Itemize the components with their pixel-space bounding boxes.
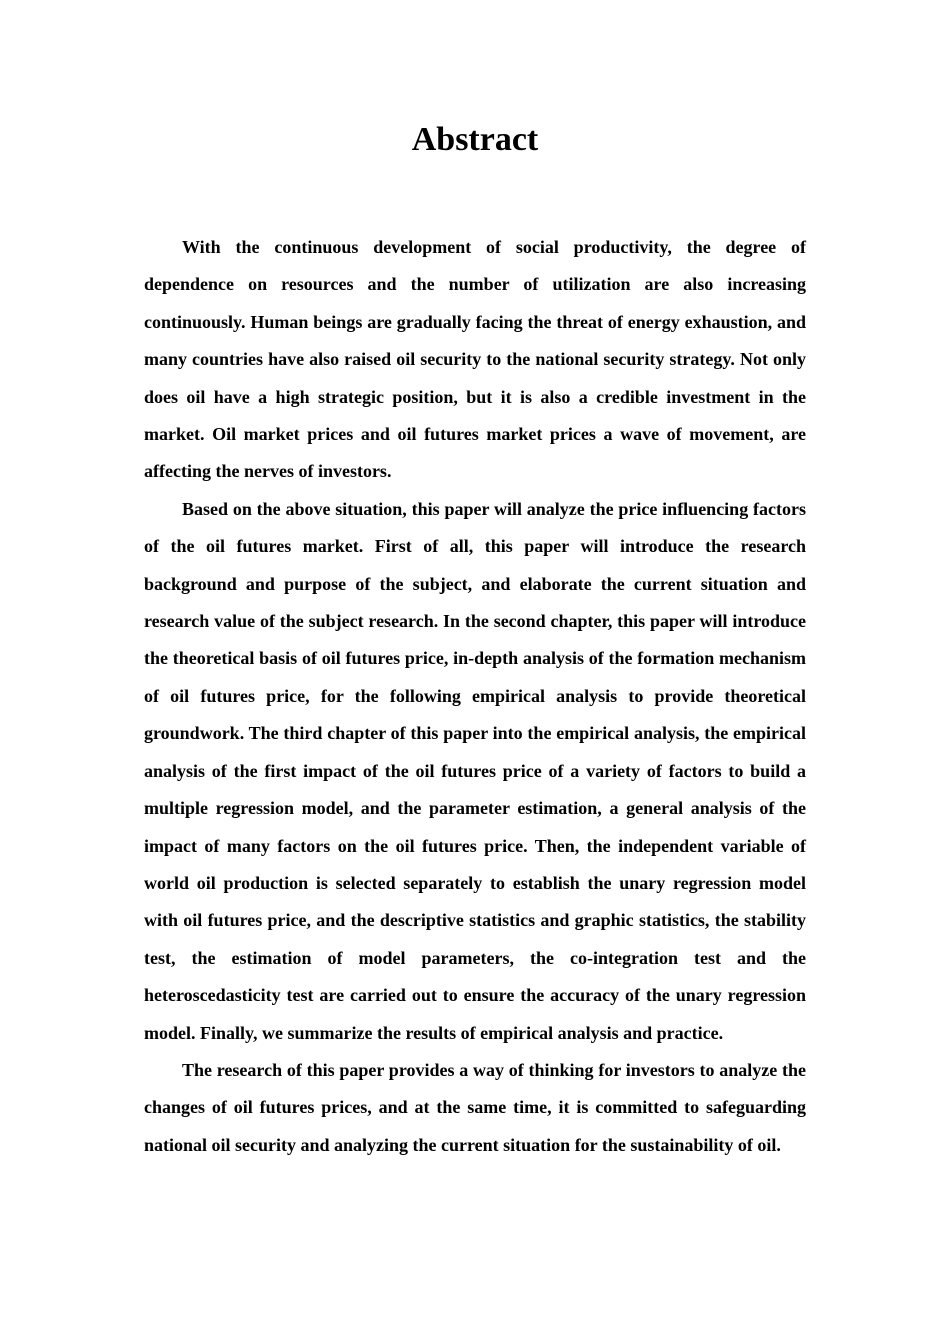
abstract-paragraph-3: The research of this paper provides a way of thinking for investors to analyze the changes of oil futures prices, and at the same time, it is committed to safeguarding national oil security and analyzing the current situation for the sustainability of oil.	[144, 1059, 806, 1155]
abstract-body	[144, 229, 806, 1164]
page-title: Abstract	[411, 121, 539, 158]
abstract-paragraph-1: With the continuous development of social productivity, the degree of dependence on resources and the number of utilization are also increasing continuously. Human beings are gradually facing the threat of energy exhaustion, and many countries have also raised oil security to the national security strategy. Not only does oil have a high strategic position, but it is also a credible investment in the market. Oil market prices and oil futures market prices a wave of movement, are affecting the nerves of investors.	[144, 237, 806, 482]
abstract-paragraph-2: Based on the above situation, this paper will analyze the price influencing factors of the oil futures market. First of all, this paper will introduce the research background and purpose of the subject, and elaborate the current situation and research value of the subject research. In the second chapter, this paper will introduce the theoretical basis of oil futures price, in-depth analysis of the formation mechanism of oil futures price, for the following empirical analysis to provide theoretical groundwork. The third chapter of this paper into the empirical analysis, the empirical analysis of the first impact of the oil futures price of a variety of factors to build a multiple regression model, and the parameter estimation, a general analysis of the impact of many factors on the oil futures price. Then, the independent variable of world oil production is selected separately to establish the unary regression model with oil futures price, and the descriptive statistics and graphic statistics, the stability test, the estimation of model parameters, the co-integration test and the heteroscedasticity test are carried out to ensure the accuracy of the unary regression model. Finally, we summarize the results of empirical analysis and practice.	[144, 498, 806, 1043]
